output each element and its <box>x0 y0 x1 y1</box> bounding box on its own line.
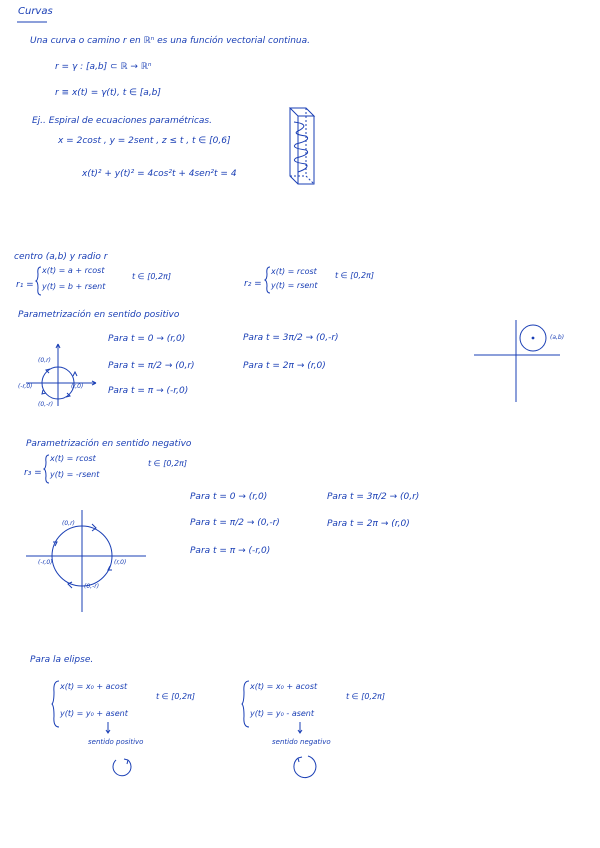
r1-label: r₁ = <box>16 280 34 290</box>
ellipse-heading: Para la elipse. <box>30 655 94 665</box>
circle-center-label: (a,b) <box>550 334 565 341</box>
neg-row-2: Para t = π/2 → (0,-r) <box>190 518 280 528</box>
negative-heading: Parametrización en sentido negativo <box>26 439 192 449</box>
pos-row-1: Para t = 0 → (r,0) <box>108 334 186 344</box>
pos-row-2: Para t = π/2 → (0,r) <box>108 361 195 371</box>
ellipse-neg-arrow <box>297 721 303 735</box>
r2-interval: t ∈ [0,2π] <box>335 271 374 280</box>
ellipse-pos-arrow <box>105 721 111 735</box>
ellipse-neg-y: y(t) = y₀ - asent <box>250 709 315 718</box>
example-equations: x = 2cost , y = 2sent , z ≤ t , t ∈ [0,6] <box>58 136 231 146</box>
pos-label-top: (0,r) <box>38 357 51 364</box>
ellipse-pos-brace <box>52 680 60 728</box>
trig-identity: x(t)² + y(t)² = 4cos²t + 4sen²t = 4 <box>82 169 237 179</box>
pos-label-right: (r,0) <box>71 383 84 390</box>
circle-heading: centro (a,b) y radio r <box>14 252 108 262</box>
r3-label: r₃ = <box>24 468 42 478</box>
intro-text: Una curva o camino r en ℝⁿ es una función vectorial continua. <box>30 36 310 46</box>
pos-row-right-2: Para t = 2π → (r,0) <box>243 361 326 371</box>
circle-center-figure <box>474 318 564 404</box>
ellipse-pos-y: y(t) = y₀ + asent <box>60 709 128 718</box>
ellipse-neg-brace <box>242 680 250 728</box>
neg-row-3: Para t = π → (-r,0) <box>190 546 271 556</box>
ellipse-neg-x: x(t) = x₀ + acost <box>250 682 318 691</box>
r3-x-equation: x(t) = rcost <box>50 454 96 463</box>
page-title: Curvas <box>18 6 53 17</box>
clockwise-icon <box>290 752 318 780</box>
ellipse-pos-caption: sentido positivo <box>88 738 144 746</box>
pos-label-bottom: (0,-r) <box>38 401 54 408</box>
r2-label: r₂ = <box>244 279 262 289</box>
pos-label-left: (-r,0) <box>18 383 33 390</box>
ellipse-pos-interval: t ∈ [0,2π] <box>156 692 195 701</box>
positive-circle-figure <box>22 340 102 410</box>
neg-label-right: (r,0) <box>114 559 127 566</box>
ellipse-neg-interval: t ∈ [0,2π] <box>346 692 385 701</box>
neg-row-1: Para t = 0 → (r,0) <box>190 492 268 502</box>
positive-heading: Parametrización en sentido positivo <box>18 310 180 320</box>
pos-row-3: Para t = π → (-r,0) <box>108 386 189 396</box>
neg-label-left: (-r,0) <box>38 559 53 566</box>
example-label: Ej.. Espiral de ecuaciones paramétricas. <box>32 116 212 126</box>
pos-row-right-1: Para t = 3π/2 → (0,-r) <box>243 333 339 343</box>
r1-y-equation: y(t) = b + rsent <box>42 282 106 291</box>
neg-row-right-2: Para t = 2π → (r,0) <box>327 519 410 529</box>
ellipse-neg-caption: sentido negativo <box>272 738 331 746</box>
r1-x-equation: x(t) = a + rcost <box>42 266 105 275</box>
title-underline <box>17 21 49 24</box>
definition-1: r = γ : [a,b] ⊂ ℝ → ℝⁿ <box>55 62 152 72</box>
r3-y-equation: y(t) = -rsent <box>50 470 100 479</box>
neg-row-right-1: Para t = 3π/2 → (0,r) <box>327 492 420 502</box>
r2-y-equation: y(t) = rsent <box>271 281 318 290</box>
definition-2: r ≡ x(t) = γ(t), t ∈ [a,b] <box>55 88 161 98</box>
neg-label-top: (0,r) <box>62 520 75 527</box>
r3-interval: t ∈ [0,2π] <box>148 459 187 468</box>
counterclockwise-icon <box>110 754 134 778</box>
spiral-prism-figure <box>282 104 318 188</box>
r1-interval: t ∈ [0,2π] <box>132 272 171 281</box>
neg-label-bottom: (0,-r) <box>84 583 100 590</box>
ellipse-pos-x: x(t) = x₀ + acost <box>60 682 128 691</box>
r2-x-equation: x(t) = rcost <box>271 267 317 276</box>
